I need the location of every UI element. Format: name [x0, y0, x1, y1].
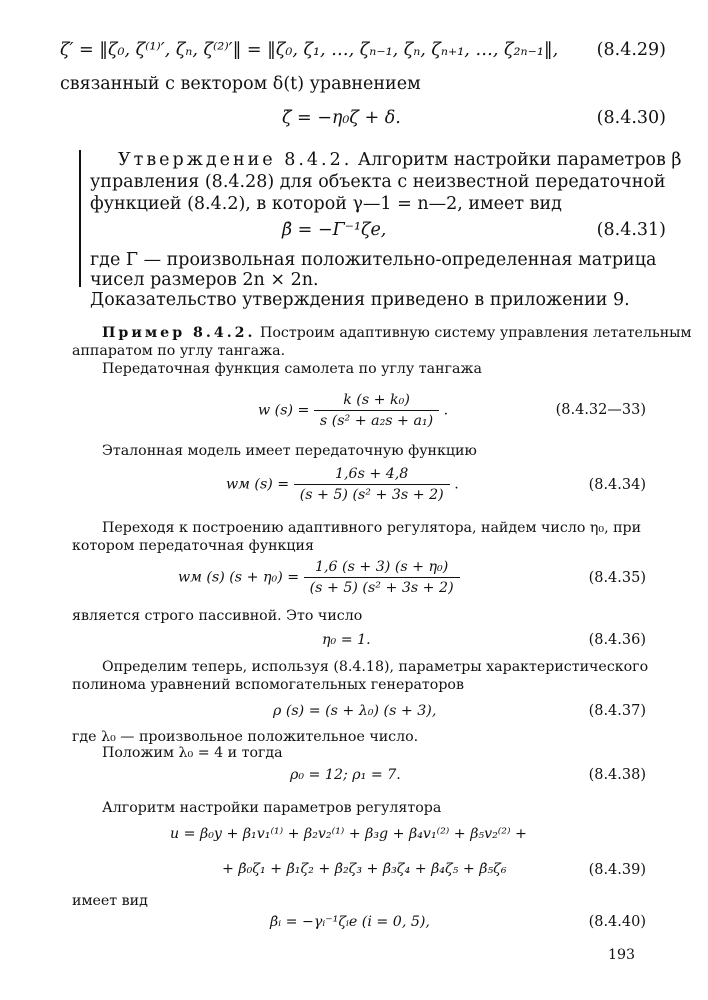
statement-line-2: управления (8.4.28) для объекта с неизвестной передаточной [90, 172, 666, 192]
para-define-line-1: Определим теперь, используя (8.4.18), параметры характеристического [102, 659, 649, 675]
para-adaptive-line-1: Переходя к построению адаптивного регулятора, найдем число η₀, при [102, 520, 642, 536]
example-label: Пример 8.4.2. [102, 325, 256, 341]
statement-line-1-rest: Алгоритм настройки параметров β [357, 150, 682, 170]
equation-8-4-32-33 [258, 392, 448, 429]
statement-line-1 [118, 150, 682, 170]
text-ref-model: Эталонная модель имеет передаточную функцию [102, 443, 477, 459]
equation-8-4-39-line-1: u = β₀y + β₁v₁⁽¹⁾ + β₂v₂⁽¹⁾ + β₃g + β₄v₁⁽²⁾ + β₅v₂⁽²⁾ + [170, 826, 527, 842]
text-passive: является строго пассивной. Это число [72, 608, 363, 624]
statement-line-3: функцией (8.4.2), в которой γ—1 = n—2, имеет вид [90, 194, 562, 214]
text-linked: связанный с вектором δ(t) уравнением [60, 74, 421, 94]
eq-8-4-35-denominator: (s + 5) (s² + 3s + 2) [309, 580, 454, 596]
equation-8-4-37: ρ (s) = (s + λ₀) (s + 3), [273, 703, 437, 719]
equation-8-4-39-line-2: + β̇₀ζ₁ + β̇₁ζ₂ + β̇₂ζ₃ + β̇₃ζ₄ + β̇₄ζ₅ + β̇₅ζ₆ [222, 861, 507, 877]
equation-number-8-4-35: (8.4.35) [588, 570, 646, 586]
equation-number-8-4-40: (8.4.40) [588, 914, 646, 930]
eq-8-4-32-fraction [314, 392, 439, 429]
statement-line-5: чисел размеров 2n × 2n. [90, 270, 319, 290]
equation-number-8-4-32-33: (8.4.32—33) [555, 402, 646, 418]
eq-8-4-32-tail: . [443, 402, 449, 419]
eq-8-4-35-numerator: 1,6 (s + 3) (s + η₀) [304, 559, 460, 578]
equation-number-8-4-36: (8.4.36) [588, 632, 646, 648]
statement-bar [79, 150, 81, 287]
equation-number-8-4-37: (8.4.37) [588, 703, 646, 719]
equation-number-8-4-34: (8.4.34) [588, 477, 646, 493]
equation-8-4-29: ζ′ = ‖ζ₀, ζ⁽¹⁾′, ζₙ, ζ⁽²⁾′‖ = ‖ζ₀, ζ₁, …, ζₙ₋₁, ζₙ, ζₙ₊₁, …, ζ₂ₙ₋₁‖, [60, 40, 559, 60]
example-line-1-rest: Построим адаптивную систему управления летательным [260, 325, 692, 341]
equation-8-4-40: β̇ᵢ = −γᵢ⁻¹ζᵢe (i = 0, 5), [270, 914, 430, 930]
example-line-2: аппаратом по углу тангажа. [72, 343, 286, 359]
equation-8-4-38: ρ₀ = 12; ρ₁ = 7. [290, 767, 401, 783]
example-line-3: Передаточная функция самолета по углу тангажа [102, 361, 482, 377]
eq-8-4-32-numerator: k (s + k₀) [314, 392, 439, 411]
equation-number-8-4-30: (8.4.30) [596, 108, 666, 128]
text-put: Положим λ₀ = 4 и тогда [102, 745, 283, 761]
eq-8-4-35-lhs: wм (s) (s + η₀) = [178, 569, 300, 586]
equation-8-4-34 [226, 466, 459, 503]
eq-8-4-34-fraction [294, 466, 450, 503]
para-adaptive-line-2: котором передаточная функция [72, 538, 314, 554]
equation-number-8-4-29: (8.4.29) [596, 40, 666, 60]
eq-8-4-32-denominator: s (s² + a₂s + a₁) [319, 413, 434, 429]
equation-8-4-35 [178, 559, 460, 596]
para-define-line-2: полинома уравнений вспомогательных генераторов [72, 677, 464, 693]
equation-8-4-31: β̇ = −Γ⁻¹ζe, [282, 220, 387, 240]
eq-8-4-32-lhs: w (s) = [258, 402, 310, 419]
eq-8-4-35-fraction [304, 559, 460, 596]
eq-8-4-34-tail: . [454, 476, 459, 493]
equation-number-8-4-39: (8.4.39) [588, 862, 646, 878]
eq-8-4-34-denominator: (s + 5) (s² + 3s + 2) [299, 487, 444, 503]
text-form: имеет вид [72, 893, 148, 909]
proof-note: Доказательство утверждения приведено в приложении 9. [90, 290, 630, 310]
eq-8-4-34-numerator: 1,6s + 4,8 [294, 466, 450, 485]
page-number: 193 [608, 947, 636, 963]
example-line-1 [102, 325, 691, 341]
equation-8-4-30: ζ̇ = −η₀ζ + δ. [282, 108, 401, 128]
text-algorithm: Алгоритм настройки параметров регулятора [102, 800, 442, 816]
text-lambda: где λ₀ — произвольное положительное число. [72, 729, 419, 745]
equation-number-8-4-38: (8.4.38) [588, 767, 646, 783]
equation-8-4-36: η₀ = 1. [322, 632, 371, 648]
equation-number-8-4-31: (8.4.31) [596, 220, 666, 240]
statement-heading: Утверждение 8.4.2. [118, 150, 353, 170]
statement-line-4: где Γ — произвольная положительно-определенная матрица [90, 250, 657, 270]
eq-8-4-34-lhs: wм (s) = [226, 476, 290, 493]
